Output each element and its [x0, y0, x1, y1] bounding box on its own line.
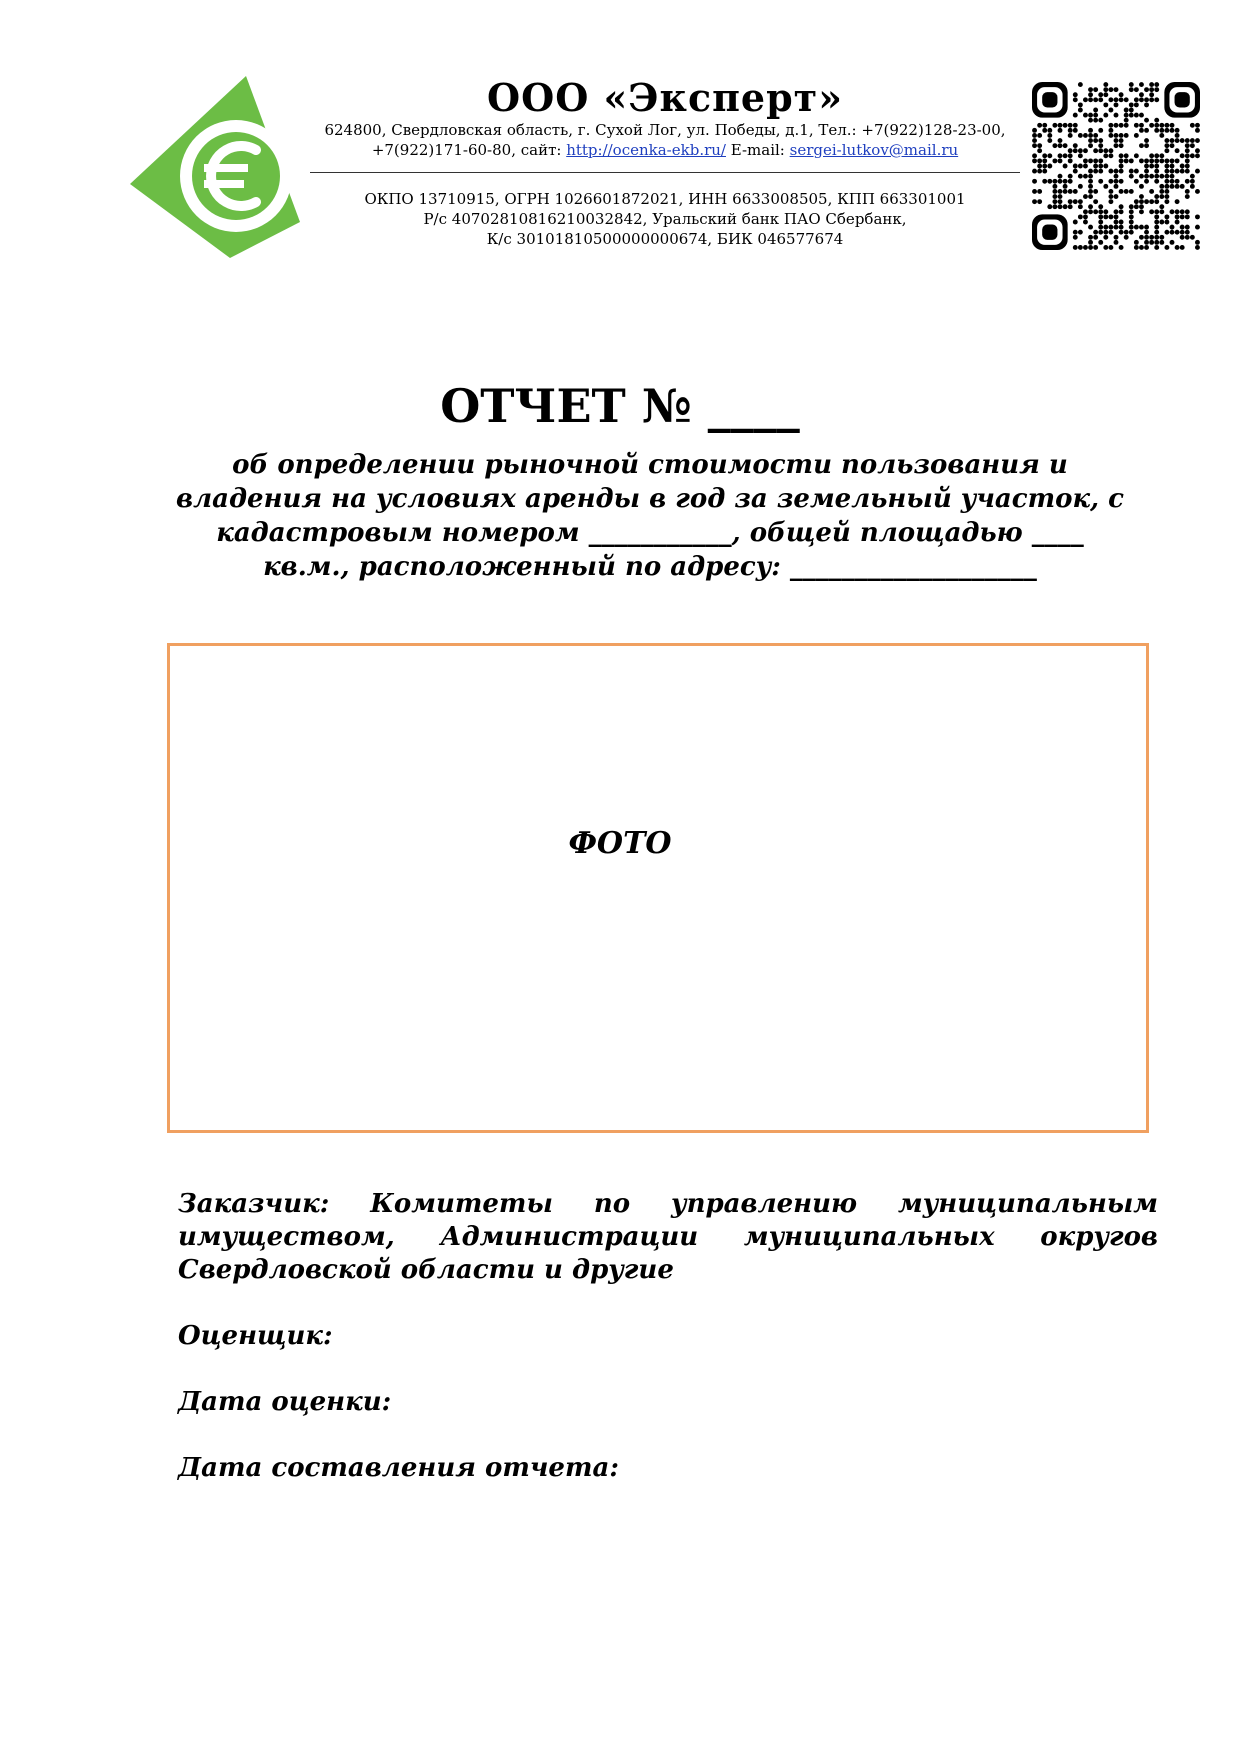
company-name: ООО «Эксперт» — [487, 75, 843, 120]
photo-label: ФОТО — [568, 826, 672, 861]
photo-placeholder — [167, 643, 1149, 1133]
report-fields — [178, 1188, 1158, 1518]
qr-code-icon — [1032, 82, 1200, 250]
email-link[interactable]: sergei-lutkov@mail.ru — [789, 141, 959, 159]
report-date-field: Дата составления отчета: — [178, 1453, 619, 1483]
euro-logo-icon — [126, 72, 300, 258]
letterhead — [310, 76, 1020, 249]
subtitle-line-2: владения на условиях аренды в год за земельный участок, с — [176, 484, 1124, 514]
subtitle-line-4: кв.м., расположенный по адресу: ___________________ — [263, 552, 1037, 582]
appraiser-field: Оценщик: — [178, 1321, 333, 1351]
reg-line-1: ОКПО 13710915, ОГРН 1026601872021, ИНН 6633008505, КПП 663301001 — [364, 190, 966, 208]
valuation-date-field: Дата оценки: — [178, 1387, 392, 1417]
phone-prefix: +7(922)171-60-80, сайт: — [371, 141, 567, 159]
reg-line-2: Р/с 40702810816210032842, Уральский банк ПАО Сбербанк, — [423, 210, 907, 228]
email-label: E-mail: — [725, 141, 790, 159]
report-title: ОТЧЕТ № ____ — [440, 379, 800, 433]
site-link[interactable]: http://ocenka-ekb.ru/ — [566, 141, 726, 159]
address-line-2 — [310, 140, 1020, 160]
reg-line-3: К/с 30101810500000000674, БИК 046577674 — [486, 230, 844, 248]
report-subtitle — [150, 448, 1150, 584]
subtitle-line-3: кадастровым номером ___________, общей площадью ____ — [216, 518, 1084, 548]
header-divider — [310, 172, 1020, 173]
address-line-1: 624800, Свердловская область, г. Сухой Лог, ул. Победы, д.1, Тел.: +7(922)128-23-00, — [324, 121, 1006, 139]
subtitle-line-1: об определении рыночной стоимости пользования и — [232, 450, 1068, 480]
customer-field: Заказчик: Комитеты по управлению муниципальным имуществом, Администрации муниципальных округов Свердловской области и другие — [178, 1189, 1158, 1285]
